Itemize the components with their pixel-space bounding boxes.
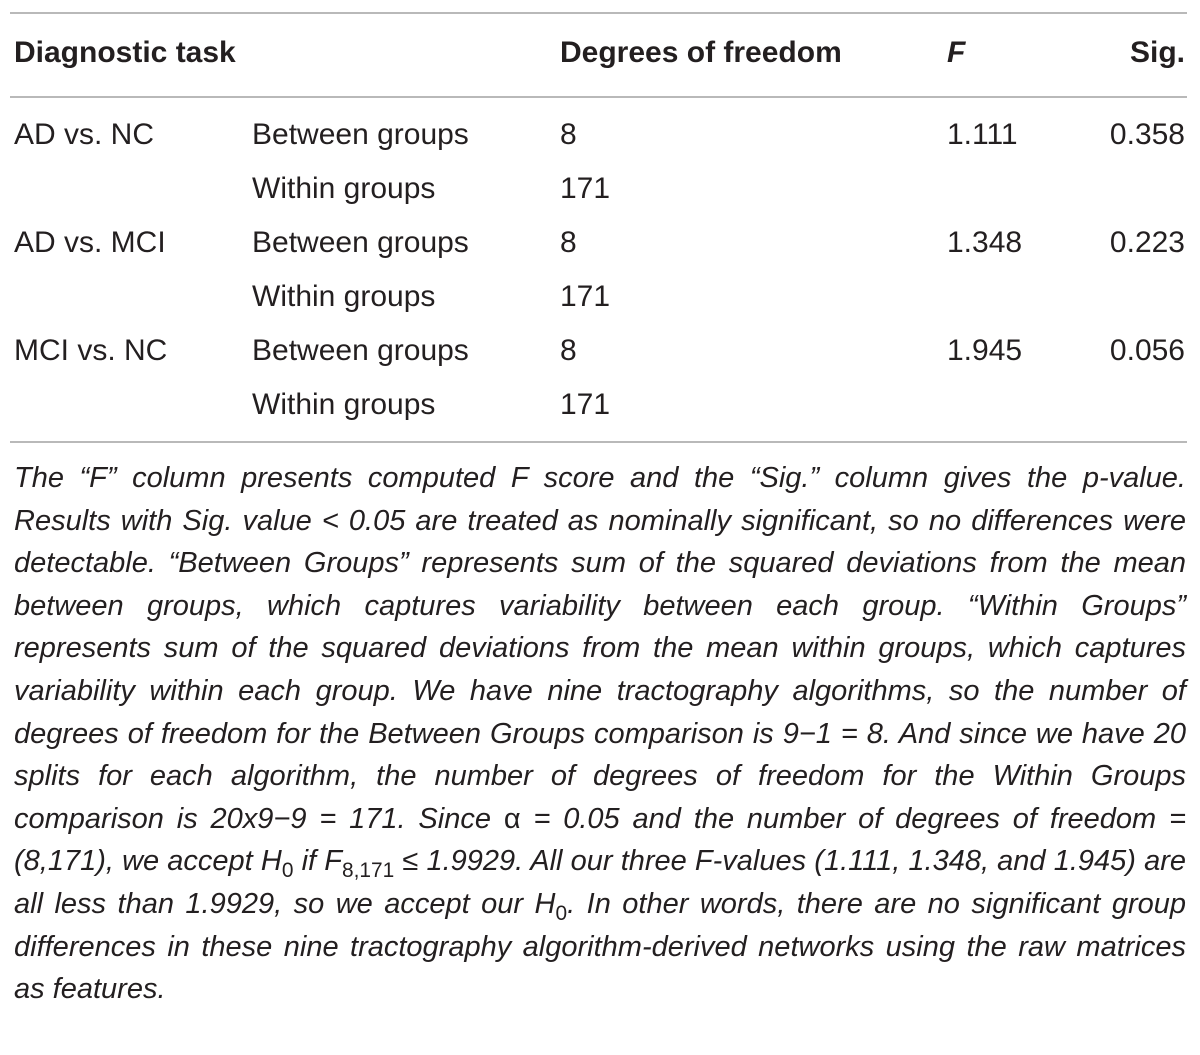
footnote-alpha: α bbox=[503, 802, 521, 835]
table-cell-group: Between groups bbox=[252, 226, 469, 259]
footnote-subscript: 0 bbox=[555, 901, 568, 925]
table-cell-group: Within groups bbox=[252, 388, 436, 421]
footnote-text: if F bbox=[293, 845, 342, 878]
table-cell-sig: 0.358 bbox=[1109, 118, 1185, 151]
table-cell-df: 171 bbox=[560, 280, 611, 313]
table-cell-df: 8 bbox=[560, 226, 577, 259]
table-header-rule bbox=[10, 96, 1187, 98]
table-cell-group: Within groups bbox=[252, 172, 436, 205]
header-degrees-of-freedom: Degrees of freedom bbox=[560, 36, 842, 69]
table-cell-sig: 0.056 bbox=[1109, 334, 1185, 367]
header-sig: Sig. bbox=[1129, 36, 1185, 69]
footnote-subscript: 8,171 bbox=[341, 859, 395, 883]
footnote-text: = 0.05 and the number of degrees of freedom = (8,171), we accept H bbox=[14, 802, 1187, 878]
table-footnote bbox=[14, 457, 1186, 1011]
table-cell-group: Between groups bbox=[252, 334, 469, 367]
table-cell-df: 171 bbox=[560, 172, 611, 205]
table-cell-group: Within groups bbox=[252, 280, 436, 313]
table-cell-group: Between groups bbox=[252, 118, 469, 151]
table-cell-df: 8 bbox=[560, 118, 577, 151]
header-diagnostic-task: Diagnostic task bbox=[14, 36, 236, 69]
table-cell-sig: 0.223 bbox=[1109, 226, 1185, 259]
header-f: F bbox=[947, 36, 966, 69]
table-cell-f: 1.348 bbox=[947, 226, 1023, 259]
table-cell-task: AD vs. MCI bbox=[14, 226, 166, 259]
footnote-text: . In other words, there are no significant group differences in these nine tractography algorithm-derived networks using the raw matrices as features. bbox=[14, 887, 1186, 1006]
footnote-text: ≤ 1.9929. All our three F-values (1.111, 1.348, and 1.945) are all less than 1.9929, so we accept our H bbox=[14, 845, 1186, 920]
table-cell-task: MCI vs. NC bbox=[14, 334, 168, 367]
table-cell-df: 8 bbox=[560, 334, 577, 367]
table-top-rule bbox=[10, 12, 1187, 14]
footnote-subscript: 0 bbox=[281, 859, 294, 883]
table-bottom-rule bbox=[10, 441, 1187, 443]
table-cell-f: 1.111 bbox=[947, 118, 1018, 151]
table-cell-f: 1.945 bbox=[947, 334, 1023, 367]
table-cell-df: 171 bbox=[560, 388, 611, 421]
table-cell-task: AD vs. NC bbox=[14, 118, 155, 151]
footnote-text: The “F” column presents computed F score and the “Sig.” column gives the p-value. Results with Sig. value < 0.05 are treated as nominally significant, so no differences were detectable. “Between Groups” represents sum of the squared deviations from the mean between groups, which captures variability between each group. “Within Groups” represents sum of the squared deviations from the mean within groups, which captures variability within each group. We have nine tractography algorithms, so the number of degrees of freedom for the Between Groups comparison is 9−1 = 8. And since we have 20 splits for each algorithm, the number of degrees of freedom for the Within Groups comparison is 20x9−9 = 171. Since bbox=[14, 462, 1186, 835]
